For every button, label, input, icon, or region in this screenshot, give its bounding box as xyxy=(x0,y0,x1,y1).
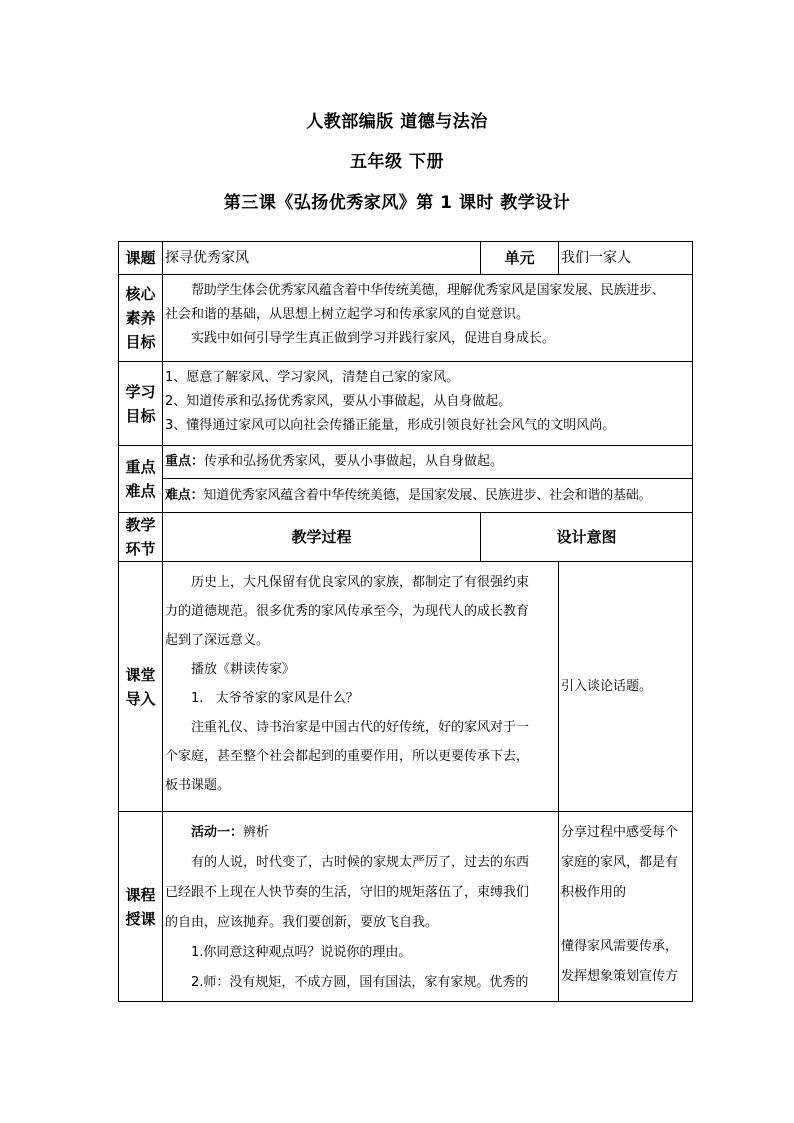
unit-value: 我们一家人 xyxy=(559,242,693,275)
lesson-intent-line-2: 家庭的家风，都是有 xyxy=(561,855,679,870)
lesson-line-5: 2.师：没有规矩，不成方圆，国有国法，家有家规。优秀的 xyxy=(191,975,529,990)
key-row xyxy=(119,446,693,513)
intro-line-1: 历史上，大凡保留有优良家风的家族，都制定了有很强约束 xyxy=(191,575,530,590)
goals-row xyxy=(119,362,693,446)
key-label: 重点 难点 xyxy=(119,446,163,513)
process-header-row xyxy=(119,513,693,562)
doc-title-publisher: 人教部编版 道德与法治 xyxy=(306,112,488,132)
intro-label: 课堂 导入 xyxy=(119,562,163,812)
activity-title: 活动一：辨析 xyxy=(191,825,270,840)
lesson-design-table xyxy=(118,241,693,1002)
intro-intent: 引入谈论话题。 xyxy=(559,562,693,812)
goal-item-1: 1、愿意了解家风、学习家风，清楚自己家的家风。 xyxy=(165,370,460,385)
topic-label: 课题 xyxy=(119,242,163,275)
core-row xyxy=(119,275,693,362)
intro-line-6: 注重礼仪、诗书治家是中国古代的好传统，好的家风对于一 xyxy=(191,720,530,735)
goals-label: 学习 目标 xyxy=(119,362,163,446)
intro-line-5: 1. 太爷爷家的家风是什么？ xyxy=(191,691,359,706)
core-content xyxy=(163,275,693,362)
process-header: 教学过程 xyxy=(163,513,481,562)
lesson-intent-line-3: 积极作用的 xyxy=(561,885,627,900)
intro-process xyxy=(163,562,559,812)
lesson-label: 课程 授课 xyxy=(119,812,163,1002)
topic-row xyxy=(119,242,693,275)
key-point: 重点：传承和弘扬优秀家风，要从小事做起，从自身做起。 xyxy=(163,446,692,479)
intro-line-7: 个家庭，甚至整个社会都起到的重要作用，所以更要传承下去， xyxy=(165,749,530,764)
topic-value: 探寻优秀家风 xyxy=(163,242,481,275)
core-label: 核心 素养 目标 xyxy=(119,275,163,362)
core-line-1: 帮助学生体会优秀家风蕴含着中华传统美德，理解优秀家风是国家发展、民族进步、 xyxy=(191,283,665,298)
goal-item-2: 2、知道传承和弘扬优秀家风，要从小事做起，从自身做起。 xyxy=(165,394,512,409)
lesson-process xyxy=(163,812,559,1002)
lesson-intent-line-4: 懂得家风需要传承， xyxy=(561,939,679,954)
lesson-intent-line-1: 分享过程中感受每个 xyxy=(561,825,679,840)
unit-label: 单元 xyxy=(481,242,559,275)
intro-line-8: 板书课题。 xyxy=(165,778,231,793)
goals-content xyxy=(163,362,693,446)
intro-line-2: 力的道德规范。很多优秀的家风传承至今，为现代人的成长教育 xyxy=(165,604,530,619)
difficult-point: 难点：知道优秀家风蕴含着中华传统美德，是国家发展、民族进步、社会和谐的基础。 xyxy=(165,488,652,503)
lesson-line-3: 的自由，应该抛弃。我们要创新，要放飞自我。 xyxy=(165,915,439,930)
intro-line-3: 起到了深远意义。 xyxy=(165,633,270,648)
lesson-intent xyxy=(559,812,693,1002)
doc-title-lesson: 第三课《弘扬优秀家风》第 1 课时 教学设计 xyxy=(223,193,571,213)
lesson-line-2: 已经跟不上现在人快节奏的生活，守旧的规矩落伍了，束缚我们 xyxy=(165,885,530,900)
core-line-3: 实践中如何引导学生真正做到学习并践行家风，促进自身成长。 xyxy=(191,331,556,346)
lesson-intent-line-5: 发挥想象策划宣传方 xyxy=(561,969,679,984)
lesson-line-4: 1.你同意这种观点吗？说说你的理由。 xyxy=(191,945,412,960)
doc-title-grade: 五年级 下册 xyxy=(350,152,444,172)
intro-line-4: 播放《耕读传家》 xyxy=(191,662,296,677)
stage-header: 教学 环节 xyxy=(119,513,163,562)
core-line-2: 社会和谐的基础，从思想上树立起学习和传承家风的自觉意识。 xyxy=(165,307,530,322)
goal-item-3: 3、懂得通过家风可以向社会传播正能量，形成引领良好社会风气的文明风尚。 xyxy=(165,418,616,433)
key-content xyxy=(163,446,693,513)
lesson-row xyxy=(119,812,693,1002)
intro-row xyxy=(119,562,693,812)
intent-header: 设计意图 xyxy=(481,513,693,562)
lesson-line-1: 有的人说，时代变了，古时候的家规太严厉了，过去的东西 xyxy=(191,855,530,870)
